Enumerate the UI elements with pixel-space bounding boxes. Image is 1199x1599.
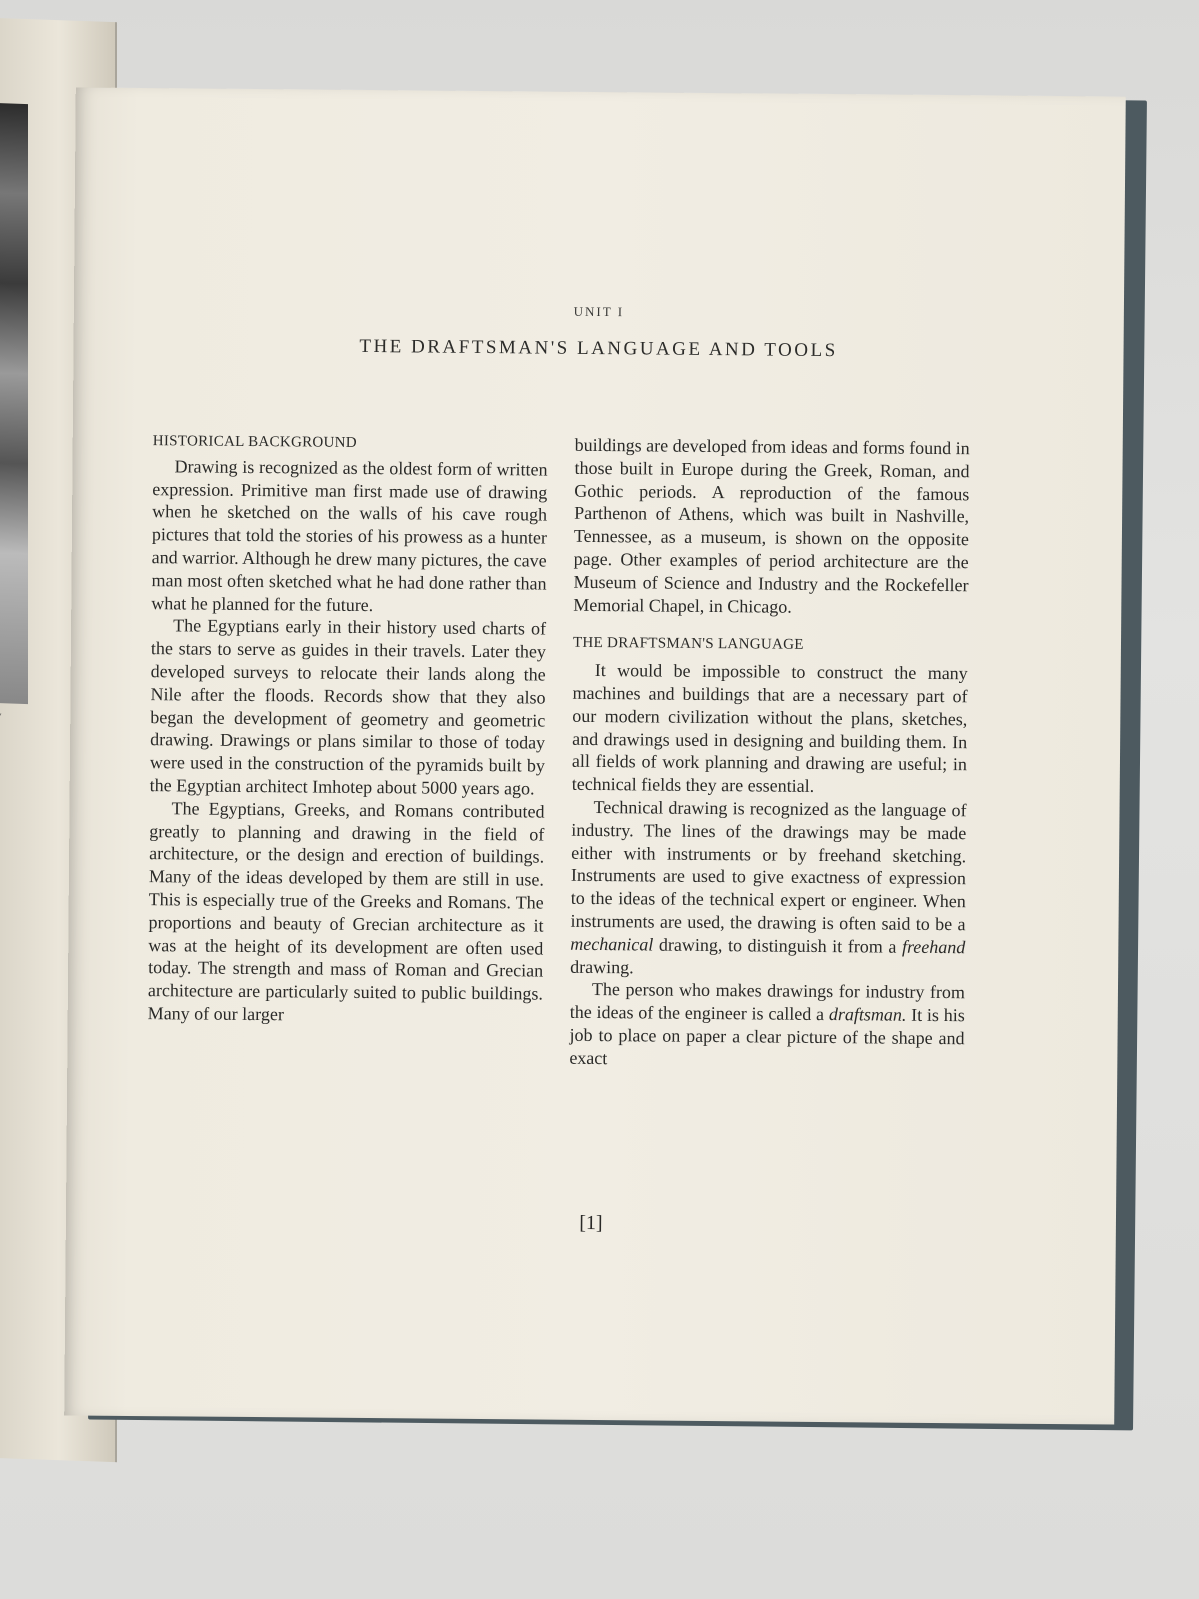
emphasis-freehand: freehand <box>901 936 966 957</box>
paragraph: The Egyptians early in their history used charts of the stars to serve as guides in their travels. Later they developed surveys to relocate their lands along the Nile after the floods. Records show that they also began the development of geometry and geometric drawing. Drawings or plans similar to those of today were used in the construction of the pyramids built by the Egyptian architect Imhotep about 5000 years ago. <box>149 615 547 799</box>
section-heading-historical: HISTORICAL BACKGROUND <box>152 433 358 451</box>
paragraph <box>570 796 967 982</box>
emphasis-mechanical: mechanical <box>570 933 654 955</box>
paragraph-continued: buildings are developed from ideas and forms found in those built in Europe during the Greek, Roman, and Gothic periods. A reproduction of the famous Parthenon of Athens, which was built in Nashville, Tennessee, as a museum, is shown on the opposite page. Other examples of period architecture are the Museum of Science and Industry and the Rockefeller Memorial Chapel, in Chicago. <box>573 434 970 617</box>
right-column <box>569 434 970 1073</box>
paragraph: Drawing is recognized as the oldest form of written expression. Primitive man first made use of drawing when he sketched on the walls of his cave rough pictures that told the stories of his prowess as a hunter and warrior. Although he drew many pictures, the cave man most often sketched what he had done rather than what he planned for the future. <box>151 456 548 615</box>
unit-label: UNIT I <box>573 303 625 320</box>
left-column <box>148 430 548 1028</box>
facing-page-photo <box>0 103 28 704</box>
paragraph: It would be impossible to construct the many machines and buildings that are a necessary part of our modern civilization without the plans, sketches, and drawings used in designing and building them. In all fields of work planning and drawing are useful; in technical fields they are essential. <box>571 660 968 797</box>
paragraph: The Egyptians, Greeks, and Romans contributed greatly to planning and drawing in the field of architecture, or the design and erection of buildings. Many of the ideas developed by them are still in use. This is especially true of the Greeks and Romans. The proportions and beauty of Grecian architecture as it was at the height of its development are often used today. The strength and mass of Roman and Grecian architecture are particularly suited to public buildings. Many of our larger <box>147 798 545 1025</box>
text-run: drawing. <box>570 956 634 977</box>
text-run: The person who makes drawings for industry from the ideas of the engineer is called a <box>569 979 966 1025</box>
emphasis-draftsman: draftsman. <box>828 1004 907 1025</box>
book-page <box>64 87 1126 1424</box>
page-number: [1] <box>579 1211 603 1235</box>
text-run: Technical drawing is recognized as the language of industry. The lines of the drawings may be made either with instruments or by freehand sketching. Instruments are used to give exactness of expression to the ideas of the technical expert or engineer. When instruments are used, the drawing is often said to be a <box>570 796 967 935</box>
text-run: drawing, to distinguish it from a <box>653 934 903 957</box>
facing-page-caption-fragment <box>0 708 1 723</box>
paragraph <box>569 978 965 1073</box>
text-run: It is his job to place on paper a clear picture of the shape and exact <box>569 1004 965 1068</box>
chapter-title: THE DRAFTSMAN'S LANGUAGE AND TOOLS <box>359 335 838 362</box>
section-heading-language: THE DRAFTSMAN'S LANGUAGE <box>572 635 804 654</box>
